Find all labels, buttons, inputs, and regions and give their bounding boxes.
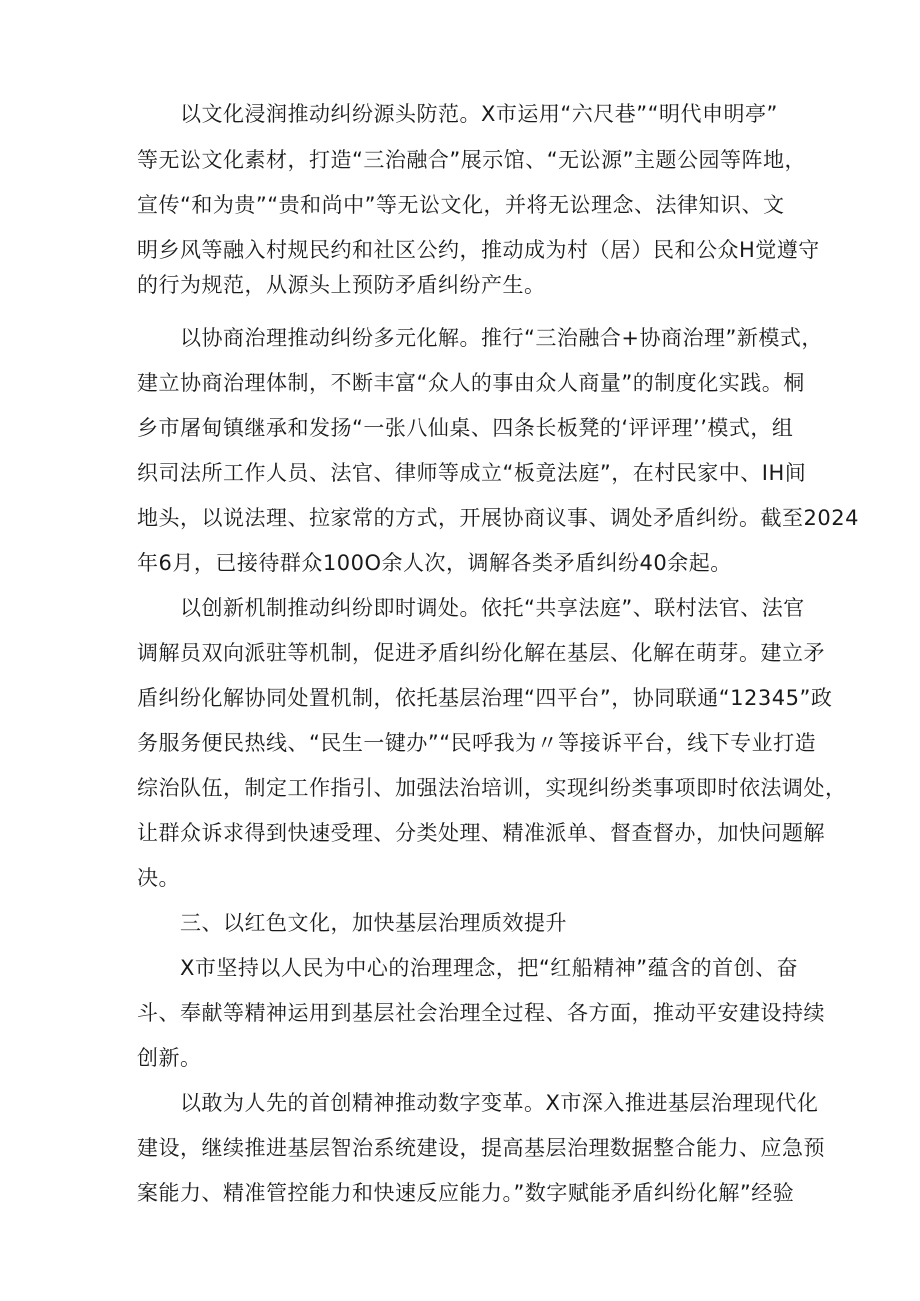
section-heading: 三、以红色文化，加快基层治理质效提升 [180,911,567,935]
paragraph-line: 斗、奉献等精神运用到基层社会治理全过程、各方面，推动平安建设持续 [137,1001,825,1025]
paragraph-line: 综治队伍，制定工作指引、加强法治培训，实现纠纷类事项即时依法调处， [137,776,847,800]
paragraph-line: 以敢为人先的首创精神推动数字变革。X市深入推进基层治理现代化 [180,1091,819,1115]
paragraph-line: 地头，以说法理、拉家常的方式，开展协商议事、调处矛盾纠纷。截至2024 [137,506,859,530]
paragraph-line: 调解员双向派驻等机制，促进矛盾纠纷化解在基层、化解在萌芽。建立矛 [137,641,825,665]
paragraph-line: 乡市屠甸镇继承和发扬“一张八仙桌、四条长板凳的‘评评理’’模式，组 [137,416,794,440]
paragraph-line: 建设，继续推进基层智治系统建设，提高基层治理数据整合能力、应急预 [137,1136,825,1160]
paragraph-line: 建立协商治理体制，不断丰富“众人的事由众人商量”的制度化实践。桐 [137,371,805,395]
paragraph-line: 明乡风等融入村规民约和社区公约，推动成为村（居）民和公众H觉遵守 [137,238,820,262]
paragraph-line: 创新。 [137,1046,202,1070]
paragraph-line: 决。 [137,866,180,890]
paragraph-line: 盾纠纷化解协同处置机制，依托基层治理“四平台”，协同联通“12345”政 [137,686,833,710]
paragraph-line: 以文化浸润推动纠纷源头防范。X市运用“六尺巷”“明代申明亭” [180,102,778,126]
paragraph-line: 让群众诉求得到快速受理、分类处理、精准派单、督查督办，加快问题解 [137,821,825,845]
paragraph-line: 的行为规范，从源头上预防矛盾纠纷产生。 [137,273,546,297]
paragraph-line: 案能力、精准管控能力和快速反应能力。”数字赋能矛盾纠纷化解”经验 [137,1181,795,1205]
paragraph-line: 年6月，已接待群众100O余人次，调解各类矛盾纠纷40余起。 [137,551,732,575]
paragraph-line: 等无讼文化素材，打造“三治融合”展示馆、“无讼源”主题公园等阵地， [137,148,807,172]
paragraph-line: 宣传“和为贵”“贵和尚中”等无讼文化，并将无讼理念、法律知识、文 [137,193,785,217]
paragraph-line: X市坚持以人民为中心的治理理念，把“红船精神”蕴含的首创、奋 [180,956,799,980]
paragraph-line: 以创新机制推动纠纷即时调处。依托“共享法庭”、联村法官、法官 [180,596,805,620]
paragraph-line: 务服务便民热线、“民生一键办”“民呼我为〃等接诉平台，线下专业打造 [137,731,817,755]
paragraph-line: 以协商治理推动纠纷多元化解。推行“三治融合+协商治理”新模式， [180,326,823,350]
paragraph-line: 织司法所工作人员、法官、律师等成立“板竟法庭”，在村民家中、IH间 [137,461,807,485]
